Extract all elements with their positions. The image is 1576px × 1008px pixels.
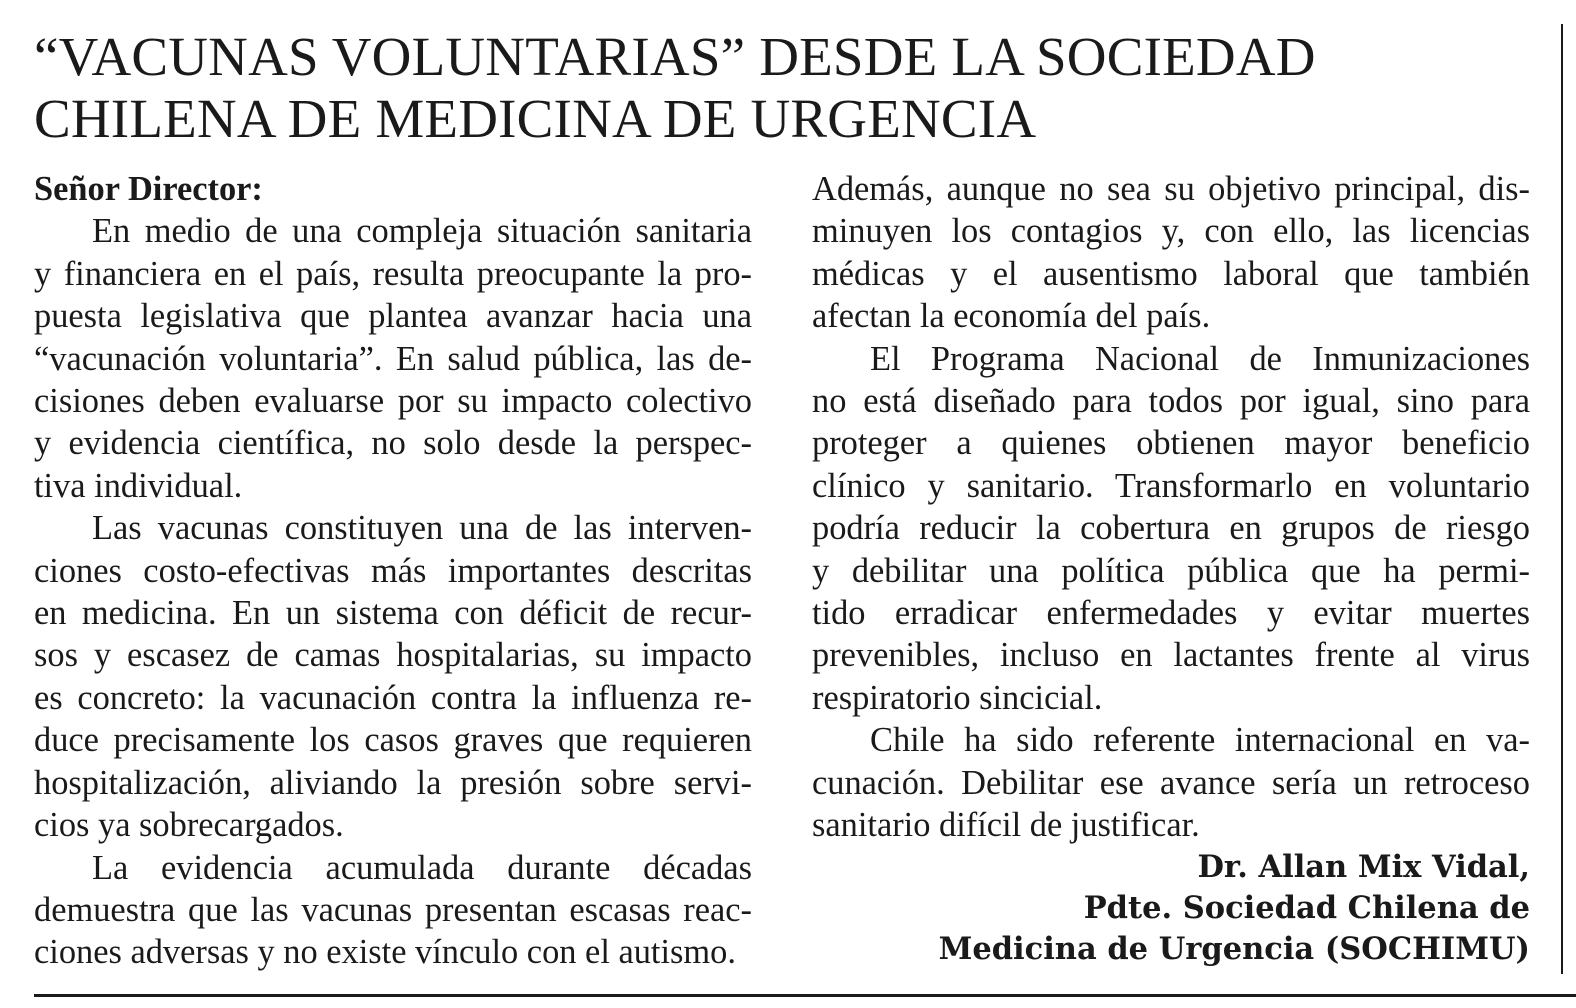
- body-line: médicas y el ausentismo laboral que también: [812, 254, 1530, 293]
- body-line: sos y escasez de camas hospitalarias, su impacto: [34, 636, 752, 675]
- body-line: es concreto: la vacunación contra la influenza re-: [34, 678, 752, 717]
- left-column: [34, 168, 752, 974]
- body-line: Las vacunas constituyen una de las interven-: [92, 509, 752, 548]
- body-line: respiratorio sincicial.: [812, 678, 1103, 717]
- body-line: no está diseñado para todos por igual, sino para: [812, 382, 1530, 421]
- signature-title: Pdte. Sociedad Chilena de: [1083, 889, 1530, 926]
- body-line: El Programa Nacional de Inmunizaciones: [870, 339, 1530, 378]
- body-line: ciones adversas y no existe vínculo con el autismo.: [34, 933, 736, 972]
- body-line: podría reducir la cobertura en grupos de riesgo: [812, 509, 1530, 548]
- body-line: en medicina. En un sistema con déficit de recur-: [34, 594, 752, 633]
- signature-organization: Medicina de Urgencia (SOCHIMU): [938, 931, 1530, 968]
- body-line: y financiera en el país, resulta preocupante la pro-: [34, 254, 752, 293]
- body-line: prevenibles, incluso en lactantes frente al virus: [812, 636, 1530, 675]
- body-line: Además, aunque no sea su objetivo principal, dis-: [812, 170, 1530, 208]
- headline-line: CHILENA DE MEDICINA DE URGENCIA: [34, 88, 1037, 149]
- body-line: puesta legislativa que plantea avanzar hacia una: [34, 297, 752, 336]
- body-line: proteger a quienes obtienen mayor beneficio: [812, 424, 1530, 463]
- signature-name: Dr. Allan Mix Vidal,: [1197, 848, 1530, 885]
- body-line: La evidencia acumulada durante décadas: [92, 848, 752, 887]
- bottom-border-rule: [34, 994, 1576, 997]
- body-line: duce precisamente los casos graves que requieren: [34, 721, 752, 760]
- body-line: “vacunación voluntaria”. En salud pública, las de-: [34, 339, 752, 378]
- headline-line: “VACUNAS VOLUNTARIAS” DESDE LA SOCIEDAD: [34, 26, 1316, 87]
- body-line: minuyen los contagios y, con ello, las licencias: [812, 212, 1530, 251]
- body-line: tido erradicar enfermedades y evitar muertes: [812, 594, 1530, 633]
- body-line: demuestra que las vacunas presentan escasas reac-: [34, 890, 752, 929]
- salutation: Señor Director:: [34, 170, 263, 208]
- body-line: sanitario difícil de justificar.: [812, 806, 1200, 845]
- body-line: cisiones deben evaluarse por su impacto colectivo: [34, 382, 752, 421]
- body-line: tiva individual.: [34, 466, 243, 505]
- right-border-rule: [1561, 24, 1563, 974]
- body-line: hospitalización, aliviando la presión sobre servi-: [34, 763, 752, 802]
- body-line: y debilitar una política pública que ha permi-: [812, 551, 1530, 590]
- body-line: Chile ha sido referente internacional en va-: [870, 721, 1530, 760]
- headline: [34, 26, 1434, 150]
- body-line: y evidencia científica, no solo desde la perspec-: [34, 424, 752, 463]
- body-line: cios ya sobrecargados.: [34, 806, 344, 845]
- body-line: ciones costo-efectivas más importantes descritas: [34, 551, 752, 590]
- right-column: [812, 168, 1530, 971]
- body-line: En medio de una compleja situación sanitaria: [92, 212, 752, 251]
- body-line: cunación. Debilitar ese avance sería un retroceso: [812, 763, 1530, 802]
- body-line: clínico y sanitario. Transformarlo en voluntario: [812, 466, 1530, 505]
- body-line: afectan la economía del país.: [812, 297, 1211, 336]
